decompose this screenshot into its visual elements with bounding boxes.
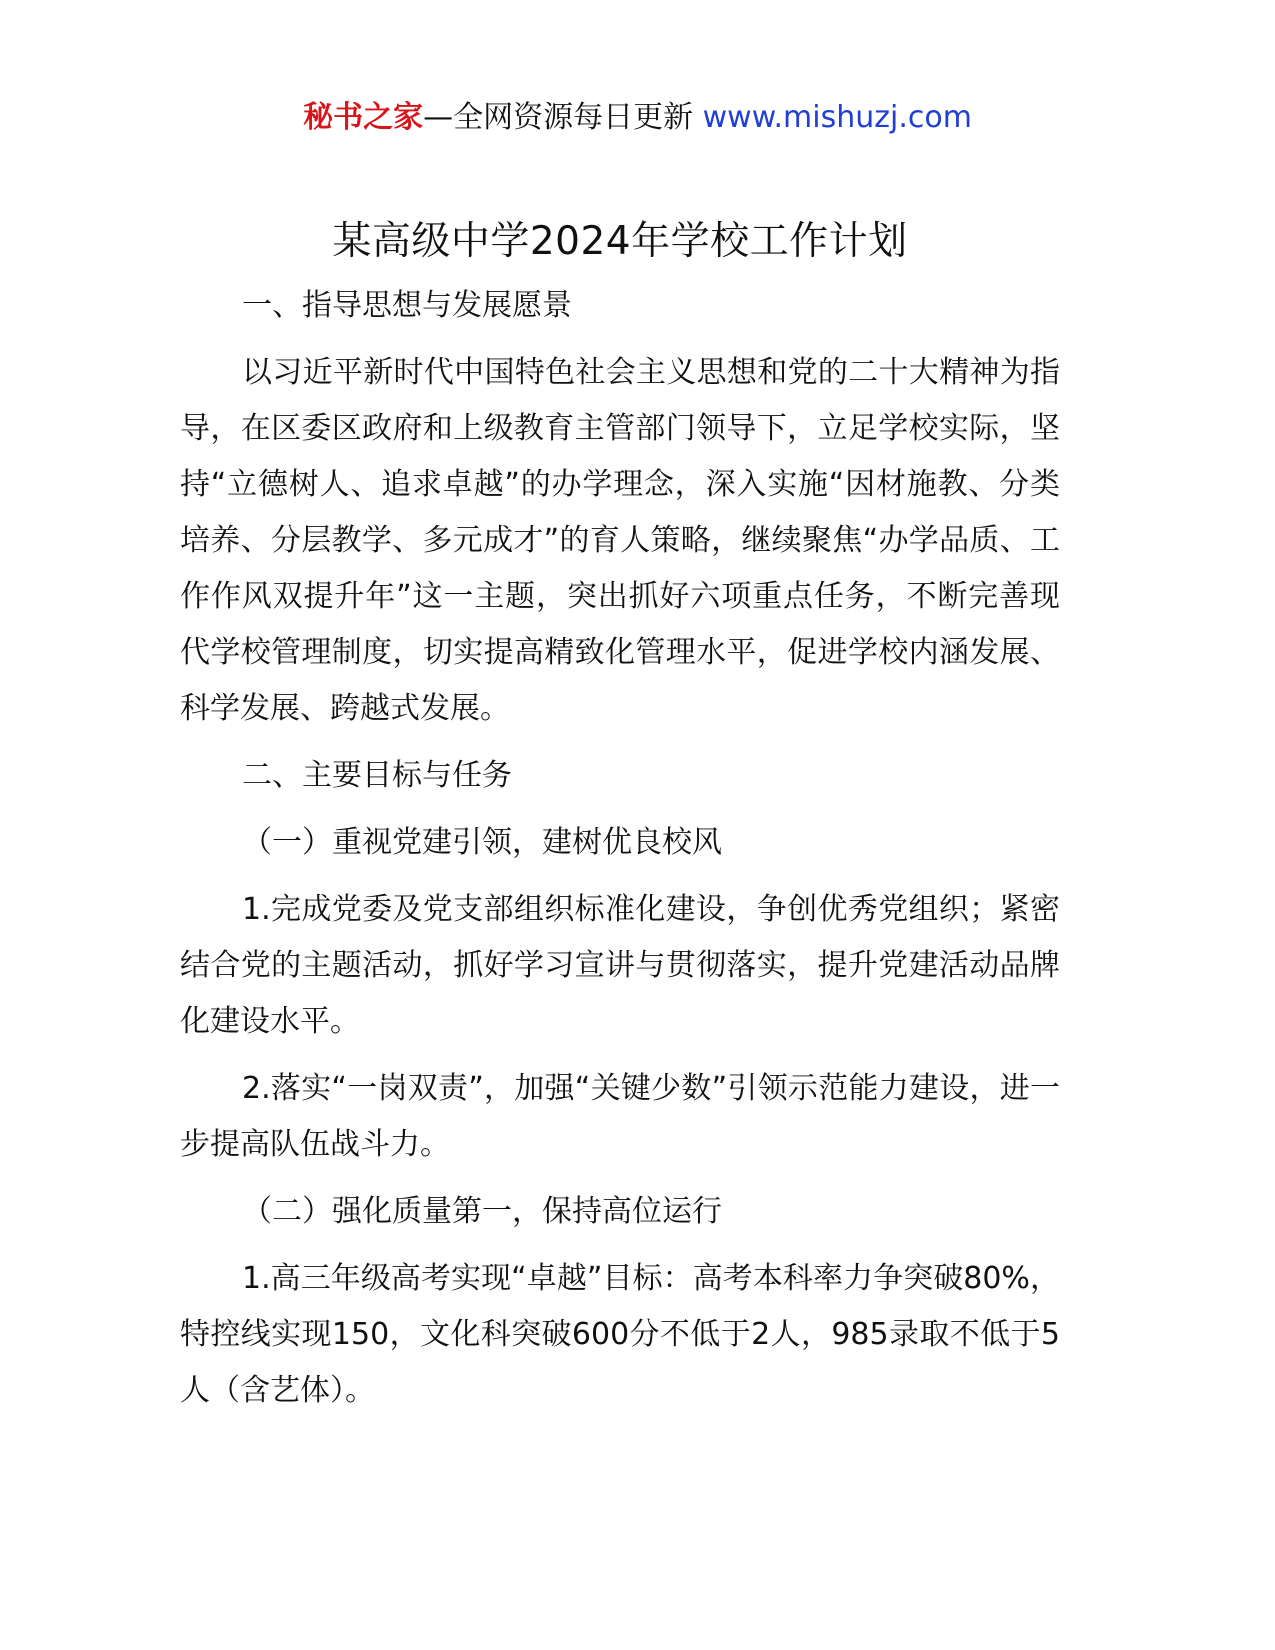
paragraph-party-item-2: 2.落实“一岗双责”，加强“关键少数”引领示范能力建设，进一步提高队伍战斗力。 <box>180 1071 1060 1162</box>
paragraph-quality-item-1: 1.高三年级高考实现“卓越”目标：高考本科率力争突破80%，特控线实现150，文化科突破600分不低于2人，985录取不低于5人（含艺体）。 <box>180 1261 1060 1408</box>
subsection-heading-party-building: （一）重视党建引领，建树优良校风 <box>242 825 722 860</box>
site-header <box>0 96 1275 140</box>
paragraph-party-item-1: 1.完成党委及党支部组织标准化建设，争创优秀党组织；紧密结合党的主题活动，抓好学习宣讲与贯彻落实，提升党建活动品牌化建设水平。 <box>180 892 1060 1039</box>
site-brand: 秘书之家 <box>303 100 424 135</box>
section-heading-goals: 二、主要目标与任务 <box>242 758 512 793</box>
site-url-link[interactable]: www.mishuzj.com <box>702 100 972 135</box>
subsection-heading-quality: （二）强化质量第一，保持高位运行 <box>242 1194 722 1229</box>
section-heading-guiding-thought: 一、指导思想与发展愿景 <box>242 288 572 323</box>
document-page <box>180 216 1060 1430</box>
paragraph-guiding-thought: 以习近平新时代中国特色社会主义思想和党的二十大精神为指导，在区委区政府和上级教育主管部门领导下，立足学校实际，坚持“立德树人、追求卓越”的办学理念，深入实施“因材施教、分类培养、分层教学、多元成才”的育人策略，继续聚焦“办学品质、工作作风双提升年”这一主题，突出抓好六项重点任务，不断完善现代学校管理制度，切实提高精致化管理水平，促进学校内涵发展、科学发展、跨越式发展。 <box>180 355 1060 726</box>
site-slogan: —全网资源每日更新 <box>423 100 703 135</box>
document-title: 某高级中学2024年学校工作计划 <box>332 219 908 264</box>
